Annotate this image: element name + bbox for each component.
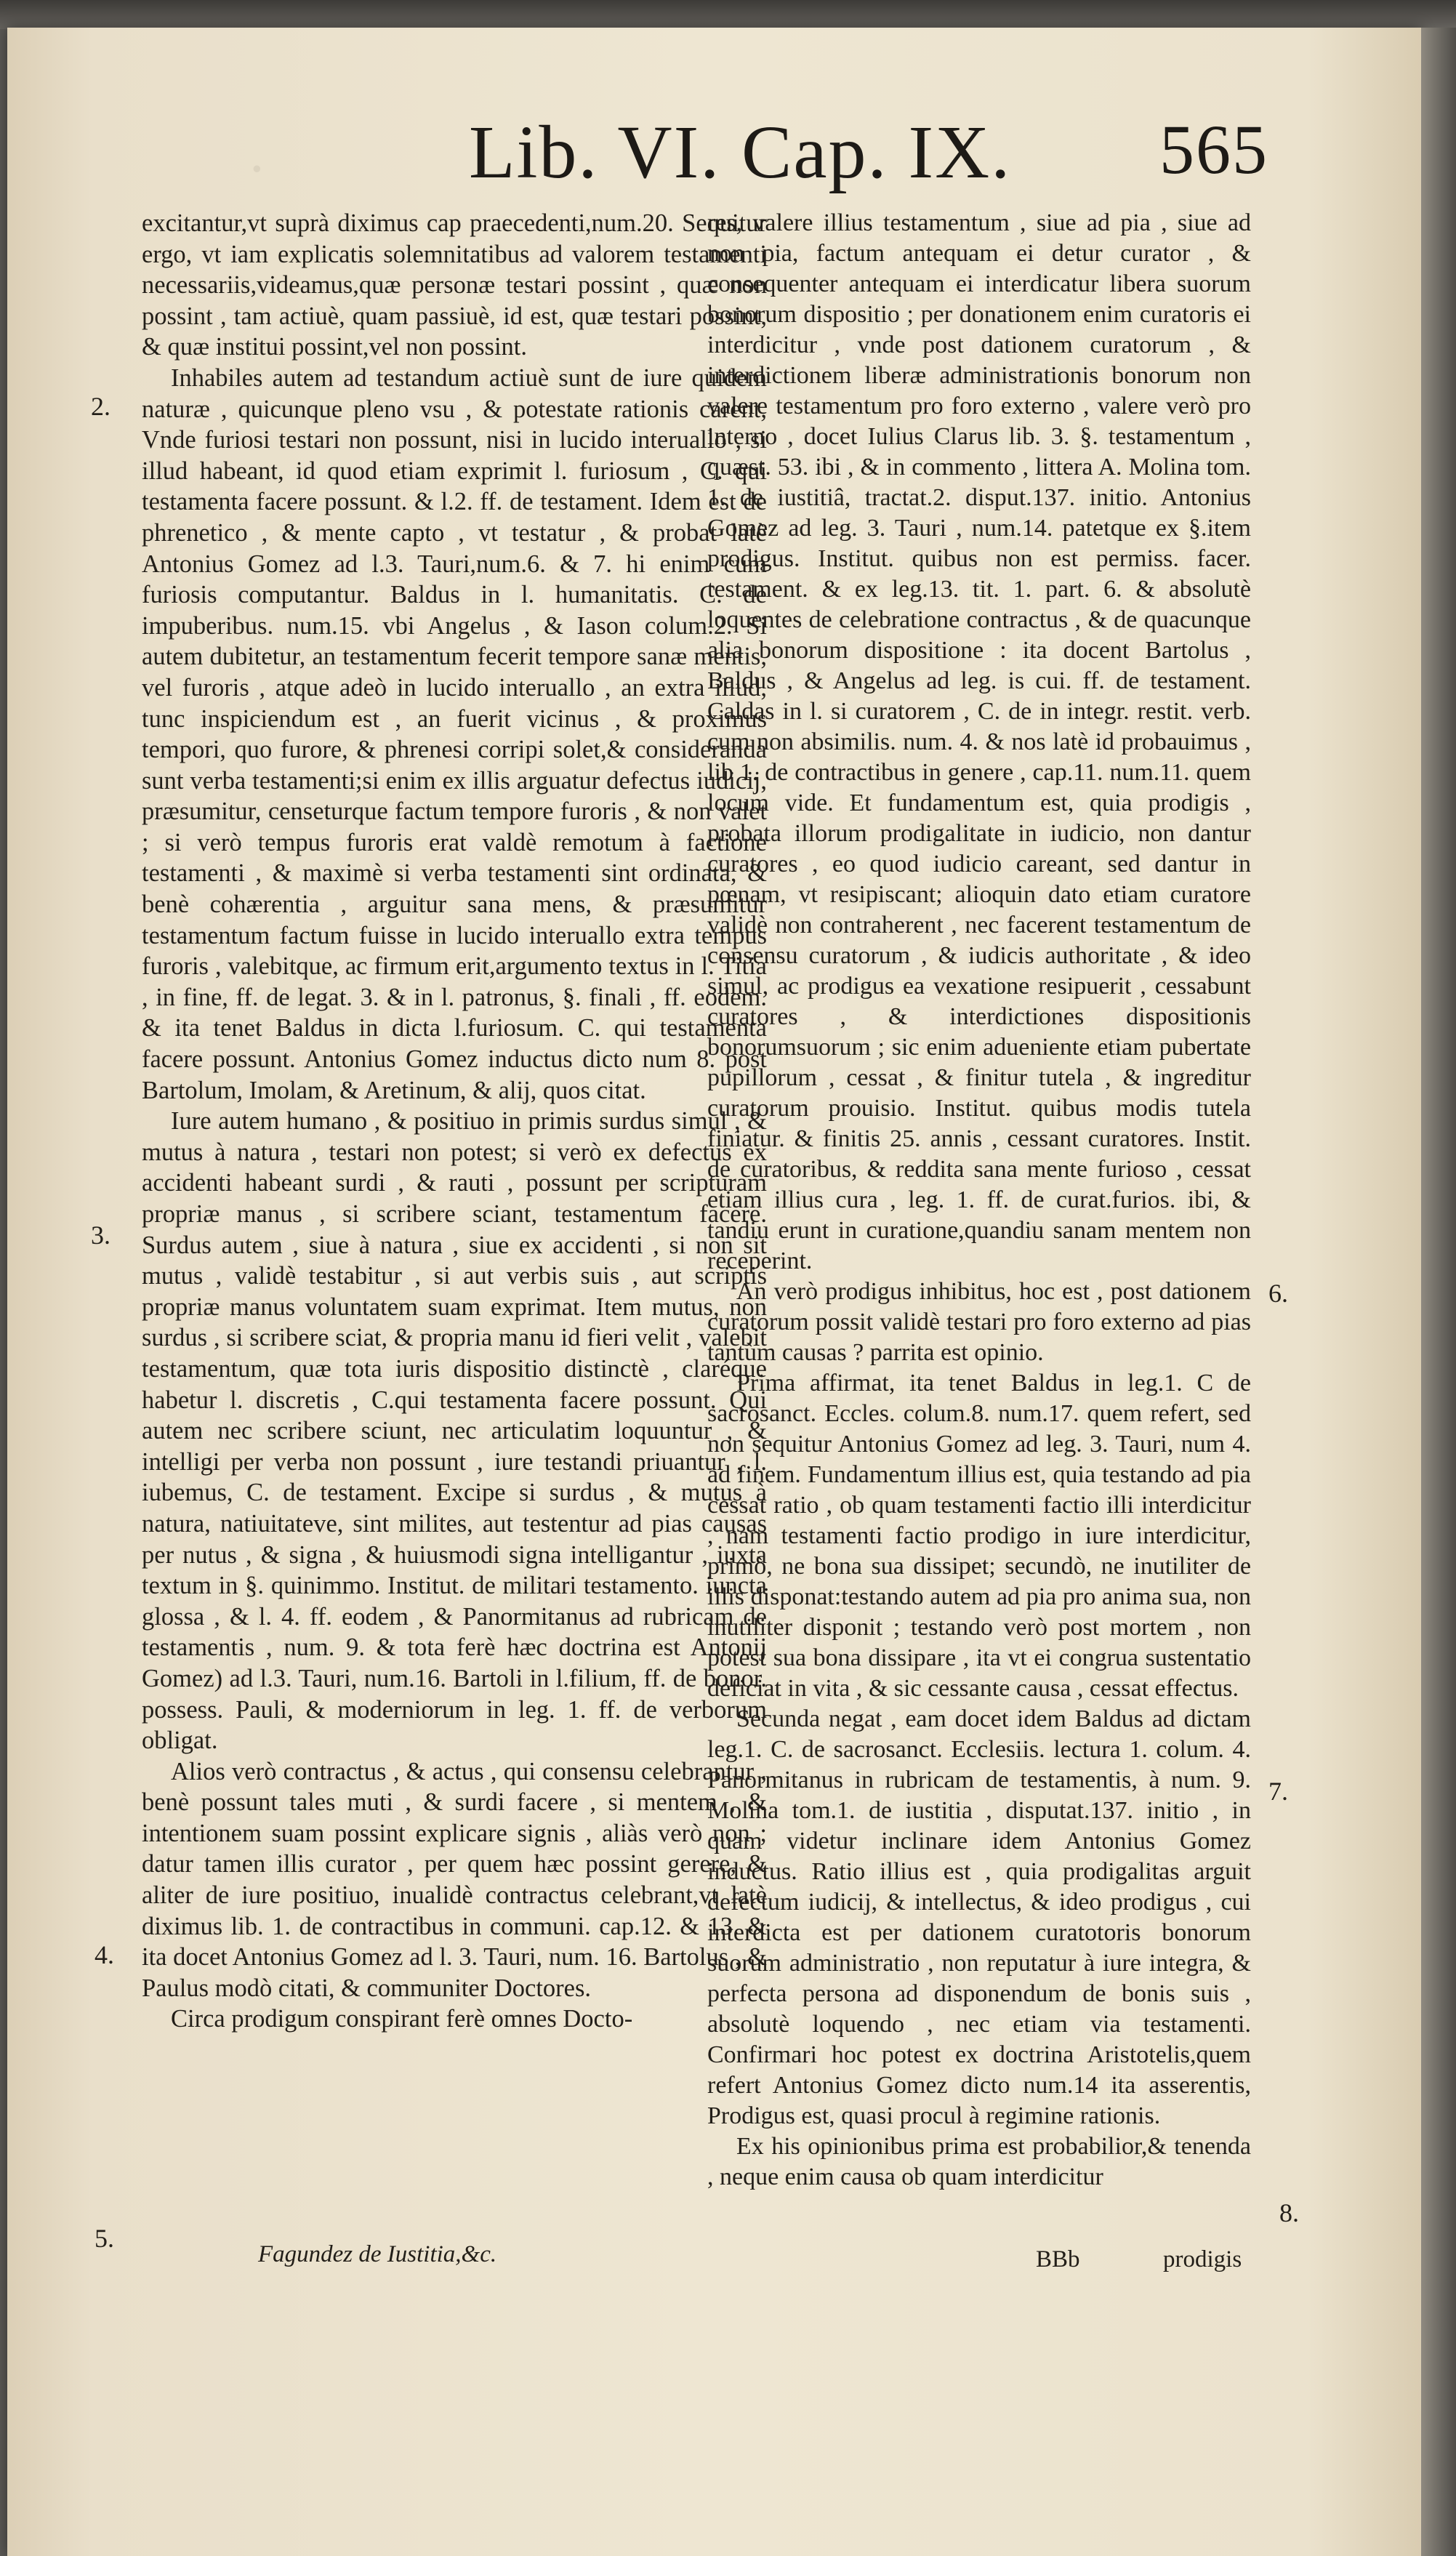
- header-page-number: 565: [1159, 110, 1268, 188]
- margin-number-7: 7.: [1268, 1777, 1288, 1806]
- margin-number-2: 2.: [91, 392, 110, 421]
- right-paragraph-4: Secunda negat , eam docet idem Baldus ad dictam leg.1. C. de sacrosanct. Ecclesiis. lectura 1. colum. 4. Panormitanus in rubricam de testamentis, à num. 9. Molina tom.1. de iustitia , disputat.137. initio , in quam videtur inclinare idem Antonius Gomez inductus. Ratio illius est , quia prodigalitas arguit defectum iudicij, & intellectus, & ideo prodigus , cui interdicta est per dationem curatotoris bonorum suorum administratio , non reputatur à iure integra, & perfecta persona ad disponendum de bonis suis , absolutè loquendo , nec etiam via testamenti. Confirmari hoc potest ex doctrina Aristotelis,quem refert Antonius Gomez dicto num.14 ita asserentis, Prodigus est, quasi procul à regimine rationis.: [707, 1705, 1251, 2129]
- right-footer-catchline: prodigis: [1163, 2246, 1242, 2272]
- left-paragraph-1: excitantur,vt suprà diximus cap praecedenti,num.20. Sequitur ergo, vt iam explicatis solemnitatibus ad valorem testamenti necessariis,videamus,quæ personæ testari possint , quæ non possint , tam actiuè, quam passiuè, id est, quæ testari possint, & quæ institui possint,vel non possint.: [142, 209, 767, 361]
- header-chapter: Cap. IX.: [741, 110, 1012, 194]
- margin-number-4: 4.: [94, 1940, 114, 1969]
- left-column: [142, 208, 767, 2035]
- right-column: [707, 208, 1251, 2193]
- header-book: Lib. VI.: [469, 110, 721, 194]
- left-paragraph-2: Inhabiles autem ad testandum actiuè sunt de iure quidem naturæ , quicunque pleno vsu , & potestate rationis carent, Vnde furiosi testari non possunt, nisi in lucido interuallo , si illud habeant, id quod etiam exprimit l. furiosum , C. qui testamenta facere possunt. & l.2. ff. de testament. Idem est de phrenetico , & mente capto , vt testatur , & probat latè Antonius Gomez ad l.3. Tauri,num.6. & 7. hi enim cum furiosis computantur. Baldus in l. humanitatis. C. de impuberibus. num.15. vbi Angelus , & Iason colum.2. Si autem dubitetur, an testamentum fecerit tempore sanæ mentis, vel furoris , atque adeò in lucido interuallo , an extra illud, tunc inspiciendum est , an fuerit vicinus , & proximus tempori, quo furore, & phrenesi corripi solet,& consideranda sunt verba testamenti;si enim ex illis arguatur defectus iudicij, præsumitur, censeturque factum tempore furoris , & non valet ; si verò tempus furoris erat valdè remotum à factione testamenti , & maximè si verba testamenti sint ordinata, & benè cohærentia , arguitur sana mens, & præsumitur testamentum factum fuisse in lucido interuallo extra tempus furoris , valebitque, ac firmum erit,argumento textus in l. Titia , in fine, ff. de legat. 3. & in l. patronus, §. finali , ff. eodem. & ita tenet Baldus in dicta l.furiosum. C. qui testamenta facere possunt. Antonius Gomez inductus dicto num 8. post Bartolum, Imolam, & Aretinum, & alij, quos citat.: [142, 363, 767, 1104]
- margin-number-8: 8.: [1279, 2198, 1299, 2227]
- running-header: [7, 109, 1421, 196]
- left-paragraph-4: Alios verò contractus , & actus , qui consensu celebrantur , benè possunt tales muti , & surdi facere , si mentem , & intentionem suam possint explicare signis , aliàs verò non ; datur tamen illis curator , per quem hæc possint gerere, & aliter de iure positiuo, inualidè contractus celebrant,vt latè diximus lib. 1. de contractibus in communi. cap.12. & 13. & ita docet Antonius Gomez ad l. 3. Tauri, num. 16. Bartolus , & Paulus modò citati, & communiter Doctores.: [142, 1757, 767, 2002]
- right-paragraph-1: res, valere illius testamentum , siue ad pia , siue ad non pia, factum antequam ei detur curator , & consequenter antequam ei interdicatur libera suorum bonorum dispositio ; per donationem enim curatoris ei interdicitur , vnde post dationem curatorum , & interdictionem liberæ administrationis bonorum non valere testamentum pro foro externo , valere verò pro interno , docet Iulius Clarus lib. 3. §. testamentum , quæst. 53. ibi , & in commento , littera A. Molina tom. 1. de iustitiâ, tractat.2. disput.137. initio. Antonius Gomez ad leg. 3. Tauri , num.14. patetque ex §.item prodigus. Institut. quibus non est permiss. facer. testament. & ex leg.13. tit. 1. part. 6. & absolutè loquentes de celebratione contractus , & de quacunque alia bonorum dispositione : ita docent Bartolus , Baldus , & Angelus ad leg. is cui. ff. de testament. Caldas in l. si curatorem , C. de in integr. restit. verb. cum non absimilis. num. 4. & nos latè id probauimus , lib 1. de contractibus in genere , cap.11. num.11. quem locum vide. Et fundamentum est, quia prodigis , probata illorum prodigalitate in iudicio, non dantur curatores , eo quod iudicio careant, sed dantur in pœnam, vt resipiscant; alioquin dato etiam curatore validè non contraherent , nec facerent testamentum de consensu curatorum , & iudicis authoritate , & ideo simul, ac prodigus ea vexatione resipuerit , cessabunt curatores , & interdictiones dispositionis bonorumsuorum ; sic enim adueniente etiam pubertate pupillorum , cessat , & finitur tutela , & ingreditur curatorum prouisio. Institut. quibus modis tutela finiatur. & finitis 25. annis , cessant curatores. Instit. de curatoribus, & reddita sana mente furioso , cessat etiam illius cura , leg. 1. ff. de curat.furios. ibi, & tandiu erunt in curatione,quandiu sanam mentem non receperint.: [707, 209, 1251, 1274]
- margin-number-6: 6.: [1268, 1279, 1288, 1308]
- right-paragraph-3: Prima affirmat, ita tenet Baldus in leg.1. C de sacrosanct. Eccles. colum.8. num.17. quem refert, sed non sequitur Antonius Gomez ad leg. 3. Tauri, num 4. ad finem. Fundamentum illius est, quia testando ad pia cessat ratio , ob quam testamenti factio illi interdicitur , nam testamenti factio prodigo in iure interdicitur, primò, ne bona sua dissipet; secundò, ne inutiliter de illis disponat:testando autem ad pia pro anima sua, non inutiliter disponit ; testando verò post mortem , non potest sua bona dissipare , ita vt ei congrua sustentatio deficiat in vita , & sic cessante causa , cessat effectus.: [707, 1370, 1251, 1702]
- left-footer-catchline: Fagundez de Iustitia,&c.: [258, 2241, 497, 2267]
- right-paragraph-2: An verò prodigus inhibitus, hoc est , post dationem curatorum possit validè testari pro foro externo ad pias tantùm causas ? parrita est opinio.: [707, 1278, 1251, 1366]
- left-paragraph-3: Iure autem humano , & positiuo in primis surdus simul , & mutus à natura , testari non potest; si verò ex defectus ex accidenti habeant surdi , & rauti , possunt per scripturam propriæ manus , si scribere sciant, testamentum facere. Surdus autem , siue à natura , siue ex accidenti , si non sit mutus , validè testabitur , si aut verbis suis , aut scriptis propriæ manus voluntatem suam exprimat. Item mutus, non surdus , si scribere sciat, & propria manu id fieri velit , valebit testamentum, quæ tota iuris dispositio distinctè , claréque habetur l. discretis , C.qui testamenta facere possunt. Qui autem nec scribere sciunt, nec articulatim loquuntur , & intelligi per verba non possunt , iure testandi priuantur , l. iubemus, C. de testament. Excipe si surdus , & mutus à natura, natiuitateve, sint milites, aut testentur ad pias causas per nutus , & signa , & huiusmodi signa intelligantur , iuxta textum in §. quinimmo. Institut. de militari testamento. iuncta glossa , & l. 4. ff. eodem , & Panormitanus ad rubricam de testamentis , num. 9. & tota ferè hæc doctrina est Antonij Gomez) ad l.3. Tauri, num.16. Bartoli in l.filium, ff. de bonor. possess. Pauli, & moderniorum in leg. 1. ff. de verborum obligat.: [142, 1107, 767, 1755]
- bleed-through-text: ·: [247, 137, 267, 201]
- left-paragraph-5: Circa prodigum conspirant ferè omnes Docto-: [171, 2005, 633, 2033]
- signature-mark: BBb: [1036, 2246, 1080, 2272]
- scanner-top-edge: [0, 0, 1456, 29]
- right-paragraph-5: Ex his opinionibus prima est probabilior,& tenenda , neque enim causa ob quam interdicitur: [707, 2133, 1251, 2190]
- book-page: [7, 28, 1421, 2556]
- page-gutter-shadow: [1421, 28, 1456, 2556]
- margin-number-5: 5.: [94, 2224, 114, 2253]
- margin-number-3: 3.: [91, 1221, 110, 1250]
